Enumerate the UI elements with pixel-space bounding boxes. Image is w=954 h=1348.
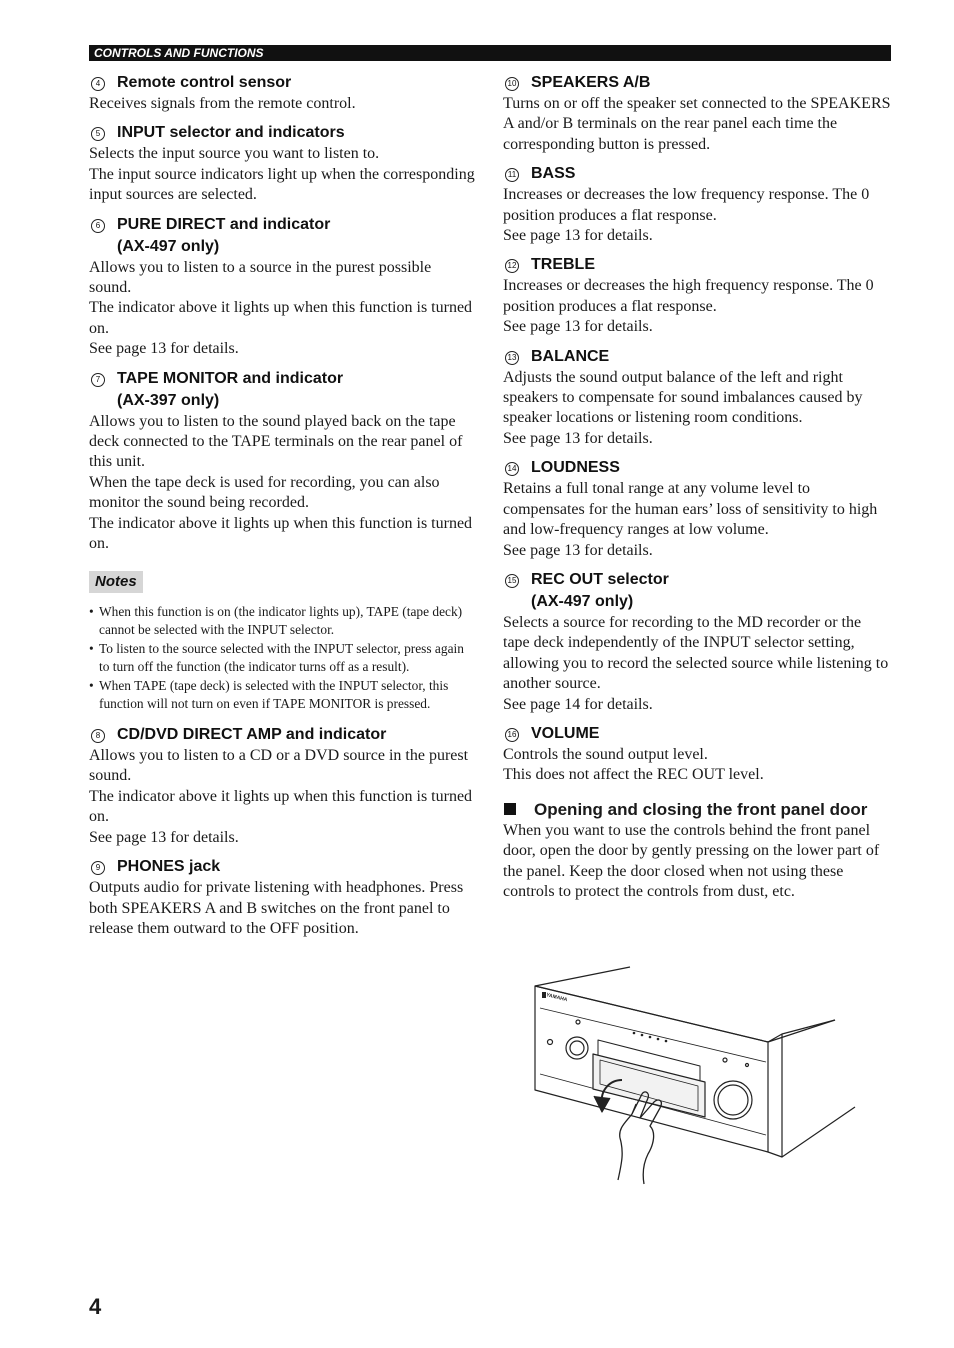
item-text: Increases or decreases the high frequency response. The 0 position produces a flat response. (503, 277, 874, 315)
item-text: Allows you to listen to a CD or a DVD source in the purest sound. (89, 747, 469, 785)
item-number: 13 (505, 351, 519, 365)
item-text: The indicator above it lights up when this function is turned on. (89, 787, 473, 826)
item-text: Retains a full tonal range at any volume level to compensates for the human ears’ loss of sensitivity to high and low-frequency ranges at low volume. (503, 480, 878, 539)
item-volume (503, 723, 891, 786)
item-text: See page 14 for details. (503, 695, 653, 713)
item-title-model: (AX-497 only) (117, 237, 220, 255)
notes-label: Notes (89, 571, 143, 593)
notes-block (89, 563, 477, 715)
page-number: 4 (89, 1294, 102, 1319)
item-title: TREBLE (531, 256, 595, 274)
section-body (503, 821, 891, 903)
item-bass (503, 163, 891, 246)
item-text: See page 13 for details. (503, 318, 653, 336)
item-text: See page 13 for details. (503, 429, 653, 447)
section-header-bar: CONTROLS AND FUNCTIONS (89, 45, 891, 61)
item-text: Receives signals from the remote control. (89, 95, 356, 112)
item-number: 8 (91, 729, 105, 743)
item-text: Outputs audio for private listening with headphones. Press both SPEAKERS A and B switches on the front panel to release them outward to the OFF position. (89, 879, 464, 937)
front-panel-door-illustration (530, 962, 860, 1187)
item-title-model: (AX-397 only) (117, 391, 220, 409)
item-cd-dvd-direct-amp (89, 724, 477, 848)
item-text: The input source indicators light up when the corresponding input sources are selected. (89, 165, 475, 204)
item-number: 16 (505, 728, 519, 742)
item-number: 14 (505, 462, 519, 476)
item-number: 5 (91, 127, 105, 141)
item-text: See page 13 for details. (503, 227, 653, 245)
item-rec-out-selector (503, 569, 891, 715)
item-number: 4 (91, 77, 105, 91)
brand-logo: YAMAHA (545, 992, 568, 1004)
item-title: BASS (531, 165, 576, 183)
item-text: The indicator above it lights up when this function is turned on. (89, 299, 473, 337)
item-title: INPUT selector and indicators (117, 124, 345, 142)
item-treble (503, 254, 891, 337)
item-number: 11 (505, 168, 519, 182)
item-title: VOLUME (531, 724, 600, 742)
note-item: • To listen to the source selected with the INPUT selector, press again to turn off the function (the indicator turns off as a result). (89, 640, 477, 677)
item-title: BALANCE (531, 347, 610, 365)
note-item: • When TAPE (tape deck) is selected with the INPUT selector, this function will not turn on even if TAPE MONITOR is pressed. (89, 677, 477, 714)
item-number: 15 (505, 574, 519, 588)
item-loudness (503, 457, 891, 561)
item-title: CD/DVD DIRECT AMP and indicator (117, 726, 387, 744)
left-column (89, 72, 477, 947)
section-title: Opening and closing the front panel door (534, 799, 868, 819)
item-text: This does not affect the REC OUT level. (503, 766, 764, 784)
item-text: Selects the input source you want to listen to. (89, 145, 380, 163)
section-heading (503, 798, 891, 821)
item-title-model: (AX-497 only) (531, 592, 634, 610)
item-number: 7 (91, 373, 105, 387)
item-title: REC OUT selector (531, 570, 669, 588)
item-title: LOUDNESS (531, 459, 620, 477)
item-text: Allows you to listen to the sound played back on the tape deck connected to the TAPE terminals on the rear panel of this unit. (89, 412, 463, 471)
item-number: 9 (91, 861, 105, 875)
note-item: • When this function is on (the indicator lights up), TAPE (tape deck) cannot be selected with the INPUT selector. (89, 603, 477, 640)
item-text: Adjusts the sound output balance of the left and right speakers to compensate for sound imbalances caused by speaker locations or listening room conditions. (503, 368, 863, 427)
item-tape-monitor (89, 368, 477, 555)
item-text: Turns on or off the speaker set connected to the SPEAKERS A and/or B terminals on the rear panel each time the corresponding button is pressed. (503, 95, 891, 153)
item-text: The indicator above it lights up when this function is turned on. (89, 514, 473, 553)
item-title: PHONES jack (117, 858, 221, 876)
item-number: 10 (505, 77, 519, 91)
item-text: When the tape deck is used for recording, you can also monitor the sound being recorded. (89, 473, 440, 512)
item-number: 6 (91, 219, 105, 233)
item-title: SPEAKERS A/B (531, 74, 651, 91)
item-text: Controls the sound output level. (503, 745, 708, 763)
item-input-selector (89, 122, 477, 205)
item-balance (503, 346, 891, 450)
item-phones-jack (89, 856, 477, 939)
item-title: Remote control sensor (117, 74, 292, 91)
item-pure-direct (89, 214, 477, 360)
item-title: PURE DIRECT and indicator (117, 215, 331, 233)
item-text: Allows you to listen to a source in the purest possible sound. (89, 258, 432, 297)
item-text: Selects a source for recording to the MD recorder or the tape deck independently of the INPUT selector setting, allowing you to record the selected source while listening to another source. (503, 613, 889, 693)
item-speakers-ab (503, 72, 891, 155)
right-column (503, 72, 891, 902)
item-number: 12 (505, 259, 519, 273)
item-text: See page 13 for details. (89, 828, 239, 846)
item-text: See page 13 for details. (89, 340, 239, 358)
item-text: Increases or decreases the low frequency response. The 0 position produces a flat response. (503, 186, 870, 224)
section-text: When you want to use the controls behind the front panel door, open the door by gently pressing on the lower part of the panel. Keep the door closed when not using these controls to protect the controls from dust, etc. (503, 821, 880, 900)
item-text: See page 13 for details. (503, 541, 653, 559)
item-remote-control-sensor (89, 72, 477, 114)
item-title: TAPE MONITOR and indicator (117, 369, 344, 387)
square-bullet-icon (504, 803, 516, 815)
